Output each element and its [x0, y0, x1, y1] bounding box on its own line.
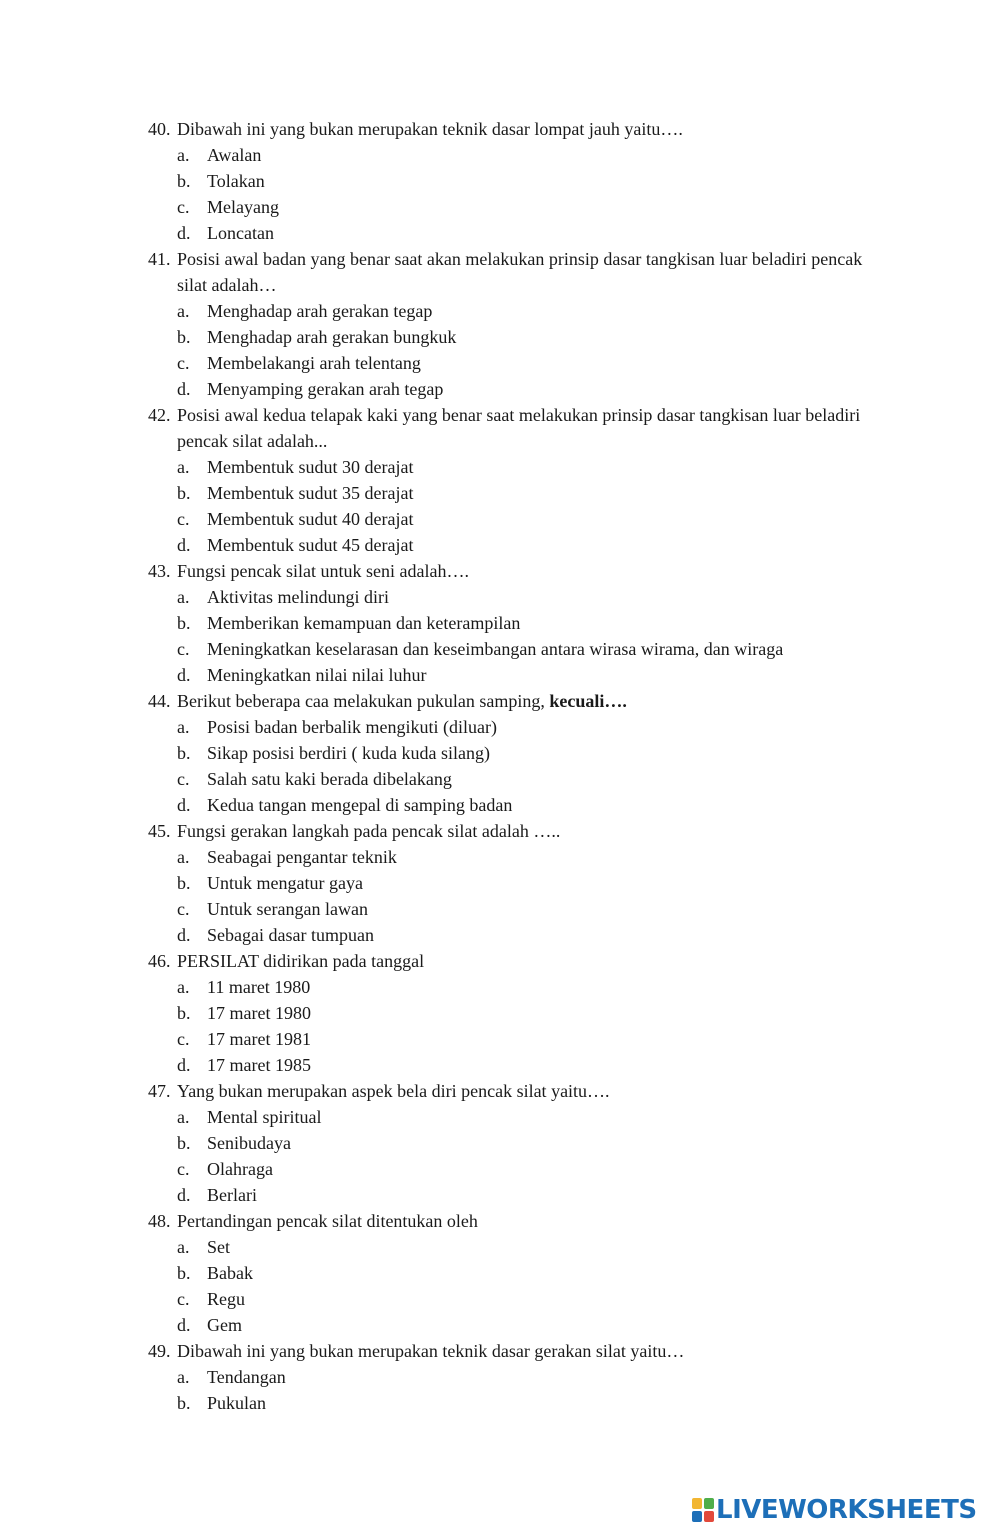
- option-letter: a.: [177, 1367, 190, 1387]
- option-text: Menghadap arah gerakan tegap: [207, 301, 433, 321]
- option-letter: c.: [177, 639, 190, 659]
- answer-option[interactable]: [177, 1286, 878, 1312]
- option-text: 17 maret 1985: [207, 1055, 311, 1075]
- question-text-wrap: [177, 818, 878, 844]
- question-text: PERSILAT didirikan pada tanggal: [177, 951, 425, 971]
- option-list: [177, 974, 878, 1078]
- answer-option[interactable]: [177, 844, 878, 870]
- option-letter: b.: [177, 327, 191, 347]
- answer-option[interactable]: [177, 298, 878, 324]
- question-emphasis: kecuali….: [549, 691, 627, 711]
- option-list: [177, 454, 878, 558]
- answer-option[interactable]: [177, 1312, 878, 1338]
- option-text: Tolakan: [207, 171, 265, 191]
- logo-square: [692, 1511, 702, 1522]
- option-list: [177, 714, 878, 818]
- logo-square: [692, 1498, 702, 1509]
- option-letter: d.: [177, 1055, 191, 1075]
- question: [148, 818, 878, 844]
- question-number: 42.: [148, 405, 171, 425]
- question-text: Fungsi gerakan langkah pada pencak silat adalah …..: [177, 821, 561, 841]
- option-text: 17 maret 1981: [207, 1029, 311, 1049]
- option-text: Gem: [207, 1315, 242, 1335]
- option-text: 17 maret 1980: [207, 1003, 311, 1023]
- option-text: Aktivitas melindungi diri: [207, 587, 389, 607]
- question-block: [148, 558, 878, 688]
- answer-option[interactable]: [177, 1104, 878, 1130]
- option-letter: b.: [177, 1393, 191, 1413]
- question-number: 41.: [148, 249, 171, 269]
- option-letter: a.: [177, 457, 190, 477]
- option-list: [177, 584, 878, 688]
- option-letter: d.: [177, 223, 191, 243]
- option-letter: d.: [177, 1315, 191, 1335]
- answer-option[interactable]: [177, 974, 878, 1000]
- question-text-wrap: [177, 1078, 878, 1104]
- question-block: [148, 818, 878, 948]
- answer-option[interactable]: [177, 662, 878, 688]
- question-number: 40.: [148, 119, 171, 139]
- option-letter: b.: [177, 873, 191, 893]
- option-text: Menghadap arah gerakan bungkuk: [207, 327, 457, 347]
- question: [148, 688, 878, 714]
- answer-option[interactable]: [177, 922, 878, 948]
- question: [148, 116, 878, 142]
- option-list: [177, 1364, 878, 1416]
- logo-square: [704, 1498, 714, 1509]
- answer-option[interactable]: [177, 792, 878, 818]
- option-text: Tendangan: [207, 1367, 286, 1387]
- option-text: 11 maret 1980: [207, 977, 311, 997]
- question-text: Dibawah ini yang bukan merupakan teknik dasar lompat jauh yaitu….: [177, 119, 683, 139]
- answer-option[interactable]: [177, 584, 878, 610]
- question-block: [148, 948, 878, 1078]
- option-list: [177, 844, 878, 948]
- option-letter: a.: [177, 301, 190, 321]
- option-letter: c.: [177, 509, 190, 529]
- option-text: Menyamping gerakan arah tegap: [207, 379, 444, 399]
- option-list: [177, 1104, 878, 1208]
- option-letter: c.: [177, 197, 190, 217]
- question-text: Dibawah ini yang bukan merupakan teknik dasar gerakan silat yaitu…: [177, 1341, 685, 1361]
- option-text: Mental spiritual: [207, 1107, 322, 1127]
- answer-option[interactable]: [177, 506, 878, 532]
- question: [148, 558, 878, 584]
- question-text: Posisi awal kedua telapak kaki yang benar saat melakukan prinsip dasar tangkisan luar beladiri pencak silat adalah...: [177, 405, 861, 451]
- question-number: 43.: [148, 561, 171, 581]
- question-block: [148, 402, 878, 558]
- answer-option[interactable]: [177, 1156, 878, 1182]
- liveworksheets-logo: [692, 1496, 977, 1524]
- question-text: Yang bukan merupakan aspek bela diri pencak silat yaitu….: [177, 1081, 610, 1101]
- option-text: Membentuk sudut 30 derajat: [207, 457, 414, 477]
- option-text: Memberikan kemampuan dan keterampilan: [207, 613, 521, 633]
- question-block: [148, 688, 878, 818]
- question-number: 49.: [148, 1341, 171, 1361]
- question-text-wrap: [177, 1338, 878, 1364]
- option-letter: a.: [177, 1237, 190, 1257]
- option-letter: d.: [177, 1185, 191, 1205]
- option-letter: d.: [177, 379, 191, 399]
- question-block: [148, 246, 878, 402]
- answer-option[interactable]: [177, 896, 878, 922]
- option-letter: c.: [177, 1029, 190, 1049]
- option-text: Awalan: [207, 145, 262, 165]
- option-letter: d.: [177, 535, 191, 555]
- option-letter: a.: [177, 847, 190, 867]
- option-text: Berlari: [207, 1185, 257, 1205]
- answer-option[interactable]: [177, 1260, 878, 1286]
- question-number: 48.: [148, 1211, 171, 1231]
- option-letter: b.: [177, 743, 191, 763]
- option-text: Sebagai dasar tumpuan: [207, 925, 374, 945]
- answer-option[interactable]: [177, 324, 878, 350]
- option-letter: a.: [177, 717, 190, 737]
- answer-option[interactable]: [177, 766, 878, 792]
- liveworksheets-logo-text: LIVEWORKSHEETS: [716, 1495, 977, 1525]
- option-text: Olahraga: [207, 1159, 273, 1179]
- option-letter: a.: [177, 587, 190, 607]
- option-text: Untuk serangan lawan: [207, 899, 368, 919]
- question-block: [148, 116, 878, 246]
- option-text: Sikap posisi berdiri ( kuda kuda silang): [207, 743, 490, 763]
- answer-option[interactable]: [177, 532, 878, 558]
- answer-option[interactable]: [177, 480, 878, 506]
- option-text: Membentuk sudut 35 derajat: [207, 483, 414, 503]
- question-list: [148, 116, 878, 1416]
- answer-option[interactable]: [177, 870, 878, 896]
- option-text: Regu: [207, 1289, 245, 1309]
- answer-option[interactable]: [177, 376, 878, 402]
- option-text: Membentuk sudut 40 derajat: [207, 509, 414, 529]
- question: [148, 402, 878, 454]
- option-text: Senibudaya: [207, 1133, 291, 1153]
- question-text-wrap: [177, 688, 878, 714]
- answer-option[interactable]: [177, 168, 878, 194]
- question-block: [148, 1208, 878, 1338]
- answer-option[interactable]: [177, 1234, 878, 1260]
- option-letter: d.: [177, 665, 191, 685]
- option-text: Loncatan: [207, 223, 274, 243]
- option-letter: b.: [177, 1003, 191, 1023]
- answer-option[interactable]: [177, 1052, 878, 1078]
- option-letter: c.: [177, 769, 190, 789]
- question-block: [148, 1338, 878, 1416]
- answer-option[interactable]: [177, 1364, 878, 1390]
- question-text-wrap: [177, 402, 878, 454]
- answer-option[interactable]: [177, 1000, 878, 1026]
- answer-option[interactable]: [177, 194, 878, 220]
- answer-option[interactable]: [177, 350, 878, 376]
- question: [148, 246, 878, 298]
- option-letter: b.: [177, 1263, 191, 1283]
- option-letter: c.: [177, 899, 190, 919]
- question-number: 44.: [148, 691, 175, 711]
- option-letter: c.: [177, 1159, 190, 1179]
- answer-option[interactable]: [177, 1390, 878, 1416]
- answer-option[interactable]: [177, 740, 878, 766]
- option-letter: a.: [177, 145, 190, 165]
- question: [148, 1338, 878, 1364]
- answer-option[interactable]: [177, 142, 878, 168]
- question: [148, 1208, 878, 1234]
- question-text-wrap: [177, 948, 878, 974]
- option-letter: b.: [177, 171, 191, 191]
- option-text: Kedua tangan mengepal di samping badan: [207, 795, 513, 815]
- option-list: [177, 142, 878, 246]
- option-text: Salah satu kaki berada dibelakang: [207, 769, 452, 789]
- question-block: [148, 1078, 878, 1208]
- option-letter: a.: [177, 1107, 190, 1127]
- question-text: Posisi awal badan yang benar saat akan melakukan prinsip dasar tangkisan luar beladiri pencak silat adalah…: [177, 249, 863, 295]
- answer-option[interactable]: [177, 1026, 878, 1052]
- question: [148, 1078, 878, 1104]
- option-letter: b.: [177, 613, 191, 633]
- option-letter: a.: [177, 977, 190, 997]
- question-text: Fungsi pencak silat untuk seni adalah….: [177, 561, 469, 581]
- option-text: Melayang: [207, 197, 279, 217]
- question-text-wrap: [177, 246, 878, 298]
- question-text-wrap: [177, 116, 878, 142]
- question-text-wrap: [177, 558, 878, 584]
- option-list: [177, 1234, 878, 1338]
- option-text: Set: [207, 1237, 231, 1257]
- logo-square: [704, 1511, 714, 1522]
- liveworksheets-logo-icon: [692, 1498, 714, 1522]
- option-text: Membentuk sudut 45 derajat: [207, 535, 414, 555]
- question: [148, 948, 878, 974]
- answer-option[interactable]: [177, 220, 878, 246]
- option-text: Untuk mengatur gaya: [207, 873, 363, 893]
- answer-option[interactable]: [177, 714, 878, 740]
- answer-option[interactable]: [177, 1182, 878, 1208]
- question-number: 47.: [148, 1081, 175, 1101]
- option-letter: d.: [177, 925, 191, 945]
- option-text: Babak: [207, 1263, 253, 1283]
- option-list: [177, 298, 878, 402]
- option-text: Meningkatkan keselarasan dan keseimbangan antara wirasa wirama, dan wiraga: [207, 639, 784, 659]
- question-number: 45.: [148, 821, 171, 841]
- answer-option[interactable]: [177, 610, 878, 636]
- option-letter: c.: [177, 1289, 190, 1309]
- question-text: Berikut beberapa caa melakukan pukulan samping,: [177, 691, 550, 711]
- question-text-wrap: [177, 1208, 878, 1234]
- answer-option[interactable]: [177, 454, 878, 480]
- option-text: Pukulan: [207, 1393, 267, 1413]
- option-letter: b.: [177, 1133, 191, 1153]
- question-text: Pertandingan pencak silat ditentukan oleh: [177, 1211, 478, 1231]
- answer-option[interactable]: [177, 636, 878, 662]
- option-text: Membelakangi arah telentang: [207, 353, 421, 373]
- option-text: Meningkatkan nilai nilai luhur: [207, 665, 427, 685]
- option-letter: b.: [177, 483, 191, 503]
- option-text: Seabagai pengantar teknik: [207, 847, 397, 867]
- question-number: 46.: [148, 951, 171, 971]
- option-letter: c.: [177, 353, 190, 373]
- option-text: Posisi badan berbalik mengikuti (diluar): [207, 717, 497, 737]
- answer-option[interactable]: [177, 1130, 878, 1156]
- option-letter: d.: [177, 795, 191, 815]
